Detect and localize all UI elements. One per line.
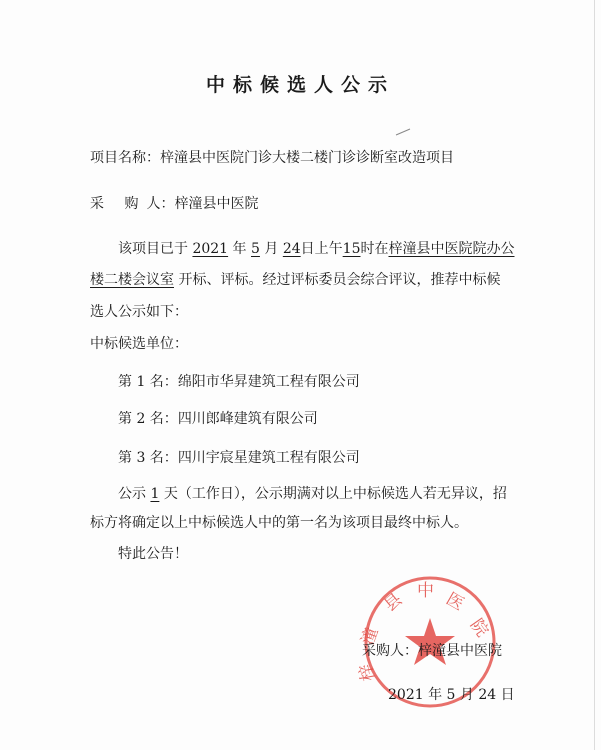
paragraph-line-3 [90, 302, 188, 322]
svg-text:潼: 潼 [357, 624, 383, 648]
para1-text: 时在 [360, 241, 389, 257]
para1-text: 年 [232, 241, 247, 257]
candidate-rank: 第 2 名： [118, 411, 178, 427]
venue-part2: 楼二楼会议室 [90, 272, 174, 288]
candidate-rank: 第 1 名： [118, 374, 178, 390]
candidate-row [118, 372, 360, 392]
candidate-row [118, 409, 318, 429]
notice-text: 公示 [118, 486, 146, 502]
closing-text: 特此公告！ [118, 546, 188, 562]
date-month: 5 [251, 241, 260, 257]
notice-days: 1 [150, 486, 160, 502]
notice-line-1 [118, 484, 507, 504]
project-name: 梓潼县中医院门诊大楼二楼门诊诊断室改造项目 [160, 150, 454, 166]
purchaser-line [90, 194, 258, 214]
candidate-name: 绵阳市华昇建筑工程有限公司 [177, 374, 360, 390]
date-day: 24 [282, 241, 301, 257]
svg-text:县: 县 [380, 589, 407, 616]
notice-text: 天（工作日），公示期满对以上中标候选人若无异议，招 [163, 486, 507, 502]
para1-text: 月 [264, 241, 279, 257]
paragraph-line-1 [118, 239, 514, 259]
document-title: 中标候选人公示 [205, 74, 395, 96]
para1-text: 开标、评标。经过评标委员会综合评议，推荐中标候 [174, 272, 501, 288]
candidate-row [118, 448, 360, 468]
para1-text: 日上午 [300, 241, 343, 257]
page-edge [594, 0, 595, 750]
purchaser-label-b: 人： [146, 196, 175, 212]
svg-text:医: 医 [442, 589, 468, 615]
notice-line-2: 标方将确定以上中标候选人中的第一名为该项目最终中标人。 [90, 515, 468, 531]
date-hour: 15 [342, 241, 361, 257]
candidate-rank: 第 3 名： [118, 450, 178, 466]
venue-part1: 梓潼县中医院院办公 [388, 241, 515, 257]
pen-mark [395, 128, 411, 136]
svg-text:中: 中 [417, 581, 434, 601]
signature-line: 采购人：梓潼县中医院 [362, 643, 502, 659]
project-line [90, 148, 454, 168]
candidates-label: 中标候选单位： [90, 336, 188, 352]
paragraph-line-2 [90, 270, 500, 290]
purchaser-label-a: 采 购 [90, 196, 147, 212]
svg-text:院: 院 [465, 615, 493, 641]
date-year: 2021 [192, 241, 229, 257]
para1-text: 该项目已于 [118, 241, 188, 257]
candidate-name: 四川郎峰建筑有限公司 [177, 411, 318, 427]
signature-date: 2021 年 5 月 24 日 [388, 687, 515, 703]
para1-text: 选人公示如下： [90, 304, 188, 320]
svg-text:梓: 梓 [356, 662, 379, 683]
project-label: 项目名称： [90, 150, 160, 166]
purchaser-name: 梓潼县中医院 [174, 196, 259, 212]
candidate-name: 四川宇宸星建筑工程有限公司 [177, 450, 360, 466]
